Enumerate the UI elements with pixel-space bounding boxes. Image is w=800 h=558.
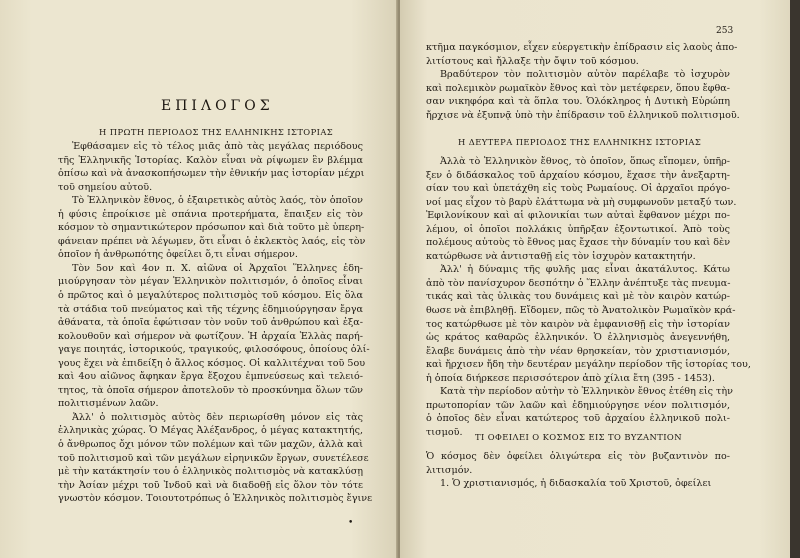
text-line: πρωτοπορίαν τῶν λαῶν καὶ ἐδημιούργησε νέον πολιτισμόν, (426, 399, 730, 411)
text-line: ἔλαβε δυνάμεις ἀπὸ τὴν νέαν θρησκείαν, τὸν χριστιανισμόν, (426, 345, 730, 357)
text-line: Βραδύτερον τὸν πολιτισμὸν αὐτὸν παρέλαβε τὸ ἰσχυρὸν (440, 69, 730, 81)
text-line: μὲ τὴν κατάκτησίν του ὁ ἑλληνικὸς πολιτισμὸς νὰ κατακλύσῃ (58, 466, 363, 478)
text-line: Ὁ κόσμος δὲν ὀφείλει ὀλιγώτερα εἰς τὸν βυζαντινὸν πο- (426, 451, 730, 462)
text-line: θωσε νὰ ἐπιβληθῇ. Εἴδομεν, πῶς τὸ Ἀνατολικὸν Ρωμαϊκὸν κρά- (426, 305, 736, 317)
text-line: ὁ πρῶτος καὶ ὁ μεγαλύτερος πολιτισμὸς τοῦ κόσμου. Εἰς ὅλα (58, 290, 363, 302)
text-line: τὴν Ἀσίαν μέχρι τοῦ Ἰνδοῦ καὶ νὰ διαδοθῇ εἰς ὅλον τὸν τότε (58, 479, 363, 491)
text-line: Κατὰ τὴν περίοδον αὐτὴν τὸ Ἑλληνικὸν ἔθνος ἐτέθη εἰς τὴν (440, 386, 733, 398)
text-line: κτῆμα παγκόσμιον, εἶχεν εὐεργετικὴν ἐπίδρασιν εἰς λαοὺς ἀπο- (426, 42, 738, 53)
text-line: λιτισμόν. (426, 464, 473, 476)
text-line: ὀπίσω καὶ νὰ ἀνασκοπήσωμεν τὴν ἐθνικήν μας ἱστορίαν μέχρι (58, 168, 365, 180)
right-body-text-mid (426, 155, 751, 439)
text-line: Ἀλλ' ὁ πολιτισμὸς αὐτὸς δὲν περιωρίσθη μόνον εἰς τὰς (72, 411, 363, 423)
text-line: ὁποῖον ἡ ἀνθρωπότης ὀφείλει ὅ,τι εἶναι σήμερον. (58, 249, 298, 261)
footer-mark: • (348, 518, 354, 528)
left-body-text (58, 140, 373, 506)
right-body-text-bottom (426, 450, 730, 491)
text-line: ἀθάνατα, τὰ ὁποῖα ἐφώτισαν τὸν νοῦν τοῦ ἀνθρώπου καὶ ἐξα- (58, 317, 363, 329)
text-line: λέμου, οἱ ὁποῖοι πολλάκις ὑπῆρξαν ἐξοντωτικοί. Ἀπὸ τοὺς (426, 223, 730, 235)
text-line: λιτίστους καὶ ἤλλαξε τὴν ὄψιν τοῦ κόσμου. (426, 55, 639, 67)
text-line: κολουθοῦν καὶ σήμερον νὰ φωτίζουν. Ἡ ἀρχαία Ἑλλὰς παρή- (58, 330, 363, 342)
text-line: Τὸν 5ον καὶ 4ον π. Χ. αἰῶνα οἱ Ἀρχαῖοι Ἕλληνες ἐδη- (72, 262, 363, 274)
text-line: ὁ ἄνθρωπος ὄχι μόνον τῶν πολέμων καὶ τῶν μαχῶν, ἀλλὰ καὶ (58, 439, 363, 451)
text-line: καὶ πολεμικὸν ρωμαϊκὸν ἔθνος καὶ τὸν μετέφερεν, ὅπου ἔφθα- (426, 82, 730, 94)
text-line: γνωστὸν κόσμον. Τοιουτοτρόπως ὁ Ἑλληνικὸς πολιτισμὸς ἔγινε (58, 493, 373, 505)
text-line: φάνειαν πρέπει νὰ λέγωμεν, ὅτι εἶναι ὁ ἐκλεκτὸς λαός, εἰς τὸν (58, 235, 366, 247)
text-line: κόσμον τὸ σημαντικώτερον πρόσωπον καὶ διὰ τοῦτο μὲ ὑπερη- (58, 222, 365, 234)
book-edge (790, 0, 800, 558)
text-line: καὶ ἤρχισεν ἤδη τὴν δευτέραν μεγάλην περίοδον τῆς ἱστορίας του, (426, 359, 751, 371)
section-heading-first-period: Η ΠΡΩΤΗ ΠΕΡΙΟΔΟΣ ΤΗΣ ΕΛΛΗΝΙΚΗΣ ΙΣΤΟΡΙΑΣ (99, 127, 334, 137)
text-line: Ἀλλ' ἡ δύναμις τῆς φυλῆς μας εἶναι ἀκατάλυτος. Κάτω (440, 264, 730, 276)
text-line: 1. Ὁ χριστιανισμός, ἡ διδασκαλία τοῦ Χριστοῦ, ὀφείλει (440, 478, 712, 490)
text-line: ἡ ὁποία διήρκεσε περισσότερον ἀπὸ χίλια ἔτη (395 - 1453). (426, 372, 715, 384)
text-line: σαν νικηφόρα καὶ τὰ ὅπλα του. Ὁλόκληρος ἡ Δυτικὴ Εὐρώπη (426, 96, 730, 108)
section-heading-byzantium: ΤΙ ΟΦΕΙΛΕΙ Ο ΚΟΣΜΟΣ ΕΙΣ ΤΟ ΒΥΖΑΝΤΙΟΝ (475, 432, 682, 442)
text-line: πολέμους αὐτοὺς τὸ ἔθνος μας ἔχασε τὴν δύναμίν του καὶ δὲν (426, 237, 731, 249)
text-line: τισμοῦ. (426, 426, 463, 438)
section-heading-second-period: Η ΔΕΥΤΕΡΑ ΠΕΡΙΟΔΟΣ ΤΗΣ ΕΛΛΗΝΙΚΗΣ ΙΣΤΟΡΙΑΣ (458, 137, 702, 147)
left-page (0, 0, 398, 558)
text-line: τοῦ πολιτισμοῦ καὶ τῶν μεγάλων εἰρηνικῶν ἔργων, συνετέλεσε (58, 452, 369, 464)
text-line: ἤρχισε νὰ ἐξυπνᾷ ὑπὸ τὴν ἐπίδρασιν τοῦ ἑλληνικοῦ πολιτισμοῦ. (426, 109, 740, 121)
text-line: ὡς κράτος καθαρῶς ἑλληνικόν. Ὁ ἑλληνισμὸς ἀνεγεννήθη, (426, 332, 730, 344)
page-title: ΕΠΙΛΟΓΟΣ (161, 98, 274, 114)
text-line: τος κατώρθωσε μὲ τὸν καιρὸν νὰ ἐμφανισθῇ εἰς τὴν ἱστορίαν (426, 318, 730, 330)
text-line: ὁ ὁποῖος δὲν εἶναι κατώτερος τοῦ ἀρχαίου ἑλληνικοῦ πολι- (426, 413, 730, 425)
right-body-text-top (426, 41, 740, 122)
text-line: τοῦ σημείου αὐτοῦ. (58, 181, 153, 193)
text-line: τὰ στάδια τοῦ πνεύματος καὶ τῆς τέχνης ἐδημιούργησαν ἔργα (58, 303, 363, 315)
text-line: καὶ 4ου αἰῶνος ἄφηκαν ἔργα ἔξοχου ἐμπνεύσεως καὶ τελειό- (58, 371, 363, 383)
text-line: νοί μας εἶχον τὸ βαρὺ ἐλάττωμα νὰ μὴ συμφωνοῦν μεταξύ των. (426, 196, 737, 208)
text-line: κατώρθωσε νὰ ἀντισταθῇ εἰς τὸν ἰσχυρὸν κατακτητήν. (426, 250, 696, 262)
text-line: τητος, τὰ ὁποῖα σήμερον ἀποτελοῦν τὸ προσκύνημα ὅλων τῶν (58, 384, 363, 396)
text-line: γαγε ποιητάς, ἱστορικούς, τραγικούς, φιλοσόφους, ὁποίους ὀλί- (58, 344, 370, 356)
text-line: ξεν ὁ διδάσκαλος τοῦ ἀρχαίου κόσμου, ἔχασε τὴν ἀνεξαρτη- (426, 169, 730, 181)
text-line: ἑλληνικὰς χώρας. Ὁ Μέγας Ἀλέξανδρος, ὁ μέγας κατακτητής, (58, 425, 363, 437)
text-line: Τὸ Ἑλληνικὸν ἔθνος, ὁ ἐξαιρετικὸς αὐτὸς λαός, τὸν ὁποῖον (72, 195, 363, 207)
text-line: ἀπὸ τὸν πανίσχυρον δεσπότην ὁ Ἕλλην ἀνέπτυξε τὰς πνευμα- (426, 277, 731, 289)
text-line: τῆς Ἑλληνικῆς Ἱστορίας. Καλὸν εἶναι νὰ ρίψωμεν ἓν βλέμμα (58, 154, 363, 166)
text-line: ἡ φύσις ἐπροίκισε μὲ σπάνια προτερήματα, ἔπαιξεν εἰς τὸν (58, 208, 363, 220)
text-line: Ἀλλὰ τὸ Ἑλληνικὸν ἔθνος, τὸ ὁποῖον, ὅπως εἴπομεν, ὑπῆρ- (440, 156, 730, 167)
text-line: Ἐφιλονίκουν καὶ αἱ φιλονικίαι των αὐταὶ ἔφθανον μέχρι πο- (426, 210, 730, 222)
text-line: σίαν του καὶ ὑπετάχθη εἰς τοὺς Ρωμαίους. Οἱ ἀρχαῖοι πρόγο- (426, 183, 730, 195)
page-number: 253 (716, 26, 734, 36)
text-line: τικάς καὶ τὰς ὑλικὰς του δυνάμεις καὶ μὲ τὸν καιρὸν κατώρ- (426, 291, 730, 303)
text-line: γους ἔχει νὰ ἐπιδείξη ὁ ἄλλος κόσμος. Οἱ καλλιτέχναι τοῦ 5ου (58, 357, 366, 369)
right-page (400, 0, 790, 558)
text-line: Ἐφθάσαμεν εἰς τὸ τέλος μιᾶς ἀπὸ τὰς μεγάλας περιόδους (72, 141, 363, 152)
text-line: πολιτισμένων λαῶν. (58, 398, 159, 410)
text-line: μιούργησαν τὸν μέγαν Ἑλληνικὸν πολιτισμόν, ὁ ὁποῖος εἶναι (58, 276, 363, 288)
